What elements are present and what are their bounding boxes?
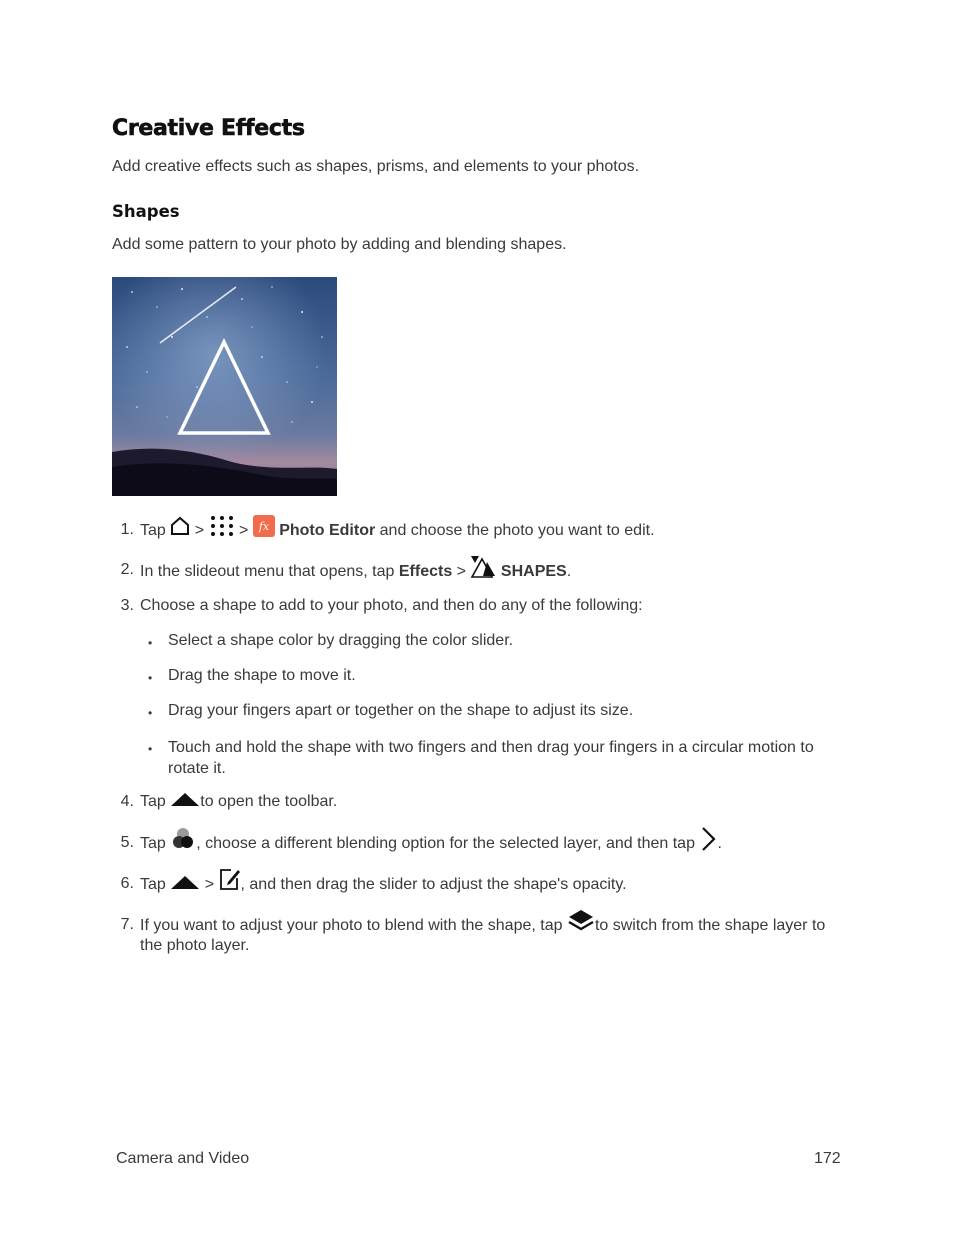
up-arrow-icon[interactable] xyxy=(170,791,200,807)
blend-icon[interactable] xyxy=(170,826,196,852)
chevron-right-icon[interactable] xyxy=(699,826,717,852)
tap-label: Tap xyxy=(140,835,166,852)
step-5 xyxy=(112,830,852,856)
bullet-symbol: • xyxy=(148,706,153,720)
page-number: 172 xyxy=(814,1150,841,1167)
section-heading: Shapes xyxy=(112,202,180,221)
photo-editor-fx-icon[interactable] xyxy=(253,515,275,537)
bullet-text: Touch and hold the shape with two fingers and then drag your fingers in a circular motion to rotate it. xyxy=(168,739,814,777)
intro-text: Add creative effects such as shapes, prisms, and elements to your photos. xyxy=(112,158,640,175)
bullet-symbol: • xyxy=(148,742,153,756)
bullet-item xyxy=(112,666,852,688)
tap-label: Tap xyxy=(140,793,166,810)
bullet-text: Drag the shape to move it. xyxy=(168,667,356,684)
step-number: 5. xyxy=(120,834,134,851)
step-text: In the slideout menu that opens, tap xyxy=(140,563,395,580)
bullet-item xyxy=(112,701,852,723)
effects-label: Effects xyxy=(398,563,453,580)
step-number: 7. xyxy=(120,916,134,933)
step-text-line2: the photo layer. xyxy=(140,937,250,954)
separator: > xyxy=(194,522,205,539)
tap-label: Tap xyxy=(140,876,166,893)
svg-text:fx: fx xyxy=(258,519,269,533)
bullet-symbol: • xyxy=(148,671,153,685)
step-number: 3. xyxy=(120,597,134,614)
step-2 xyxy=(112,558,852,584)
page-title: Creative Effects xyxy=(112,116,305,141)
period: . xyxy=(717,835,722,852)
separator: > xyxy=(456,563,467,580)
step-text: If you want to adjust your photo to blend with the shape, tap xyxy=(140,917,563,934)
step-6 xyxy=(112,871,852,897)
step-text: and choose the photo you want to edit. xyxy=(379,522,655,539)
up-arrow-icon[interactable] xyxy=(170,874,200,890)
step-4 xyxy=(112,792,852,814)
footer-section-title: Camera and Video xyxy=(116,1150,250,1167)
step-1 xyxy=(112,518,852,544)
bullet-text: Drag your fingers apart or together on the shape to adjust its size. xyxy=(168,702,634,719)
step-text: , choose a different blending option for the selected layer, and then tap xyxy=(196,835,695,852)
bullet-symbol: • xyxy=(148,636,153,650)
tap-label: Tap xyxy=(140,522,166,539)
layers-icon[interactable] xyxy=(567,908,595,932)
step-7 xyxy=(112,912,852,960)
shapes-icon[interactable] xyxy=(470,555,496,579)
step-text: to switch from the shape layer to xyxy=(594,917,826,934)
separator: > xyxy=(238,522,249,539)
step-number: 1. xyxy=(120,521,134,538)
step-text: , and then drag the slider to adjust the shape's opacity. xyxy=(240,876,627,893)
apps-grid-icon[interactable] xyxy=(209,514,235,538)
step-text: Choose a shape to add to your photo, and then do any of the following: xyxy=(140,597,643,614)
bullet-item xyxy=(112,737,852,779)
shapes-label: SHAPES xyxy=(500,563,567,580)
step-3 xyxy=(112,596,852,618)
separator: > xyxy=(204,876,215,893)
period: . xyxy=(566,563,572,580)
home-icon[interactable] xyxy=(170,516,190,536)
step-number: 2. xyxy=(120,561,134,578)
bullet-text: Select a shape color by dragging the color slider. xyxy=(168,632,514,649)
edit-opacity-icon[interactable] xyxy=(219,867,241,891)
section-description: Add some pattern to your photo by adding and blending shapes. xyxy=(112,236,567,253)
starry-sky-photo xyxy=(112,277,337,496)
step-number: 4. xyxy=(120,793,134,810)
step-number: 6. xyxy=(120,875,134,892)
step-text: to open the toolbar. xyxy=(200,793,338,810)
bullet-item xyxy=(112,631,852,653)
photo-editor-label: Photo Editor xyxy=(279,522,376,539)
